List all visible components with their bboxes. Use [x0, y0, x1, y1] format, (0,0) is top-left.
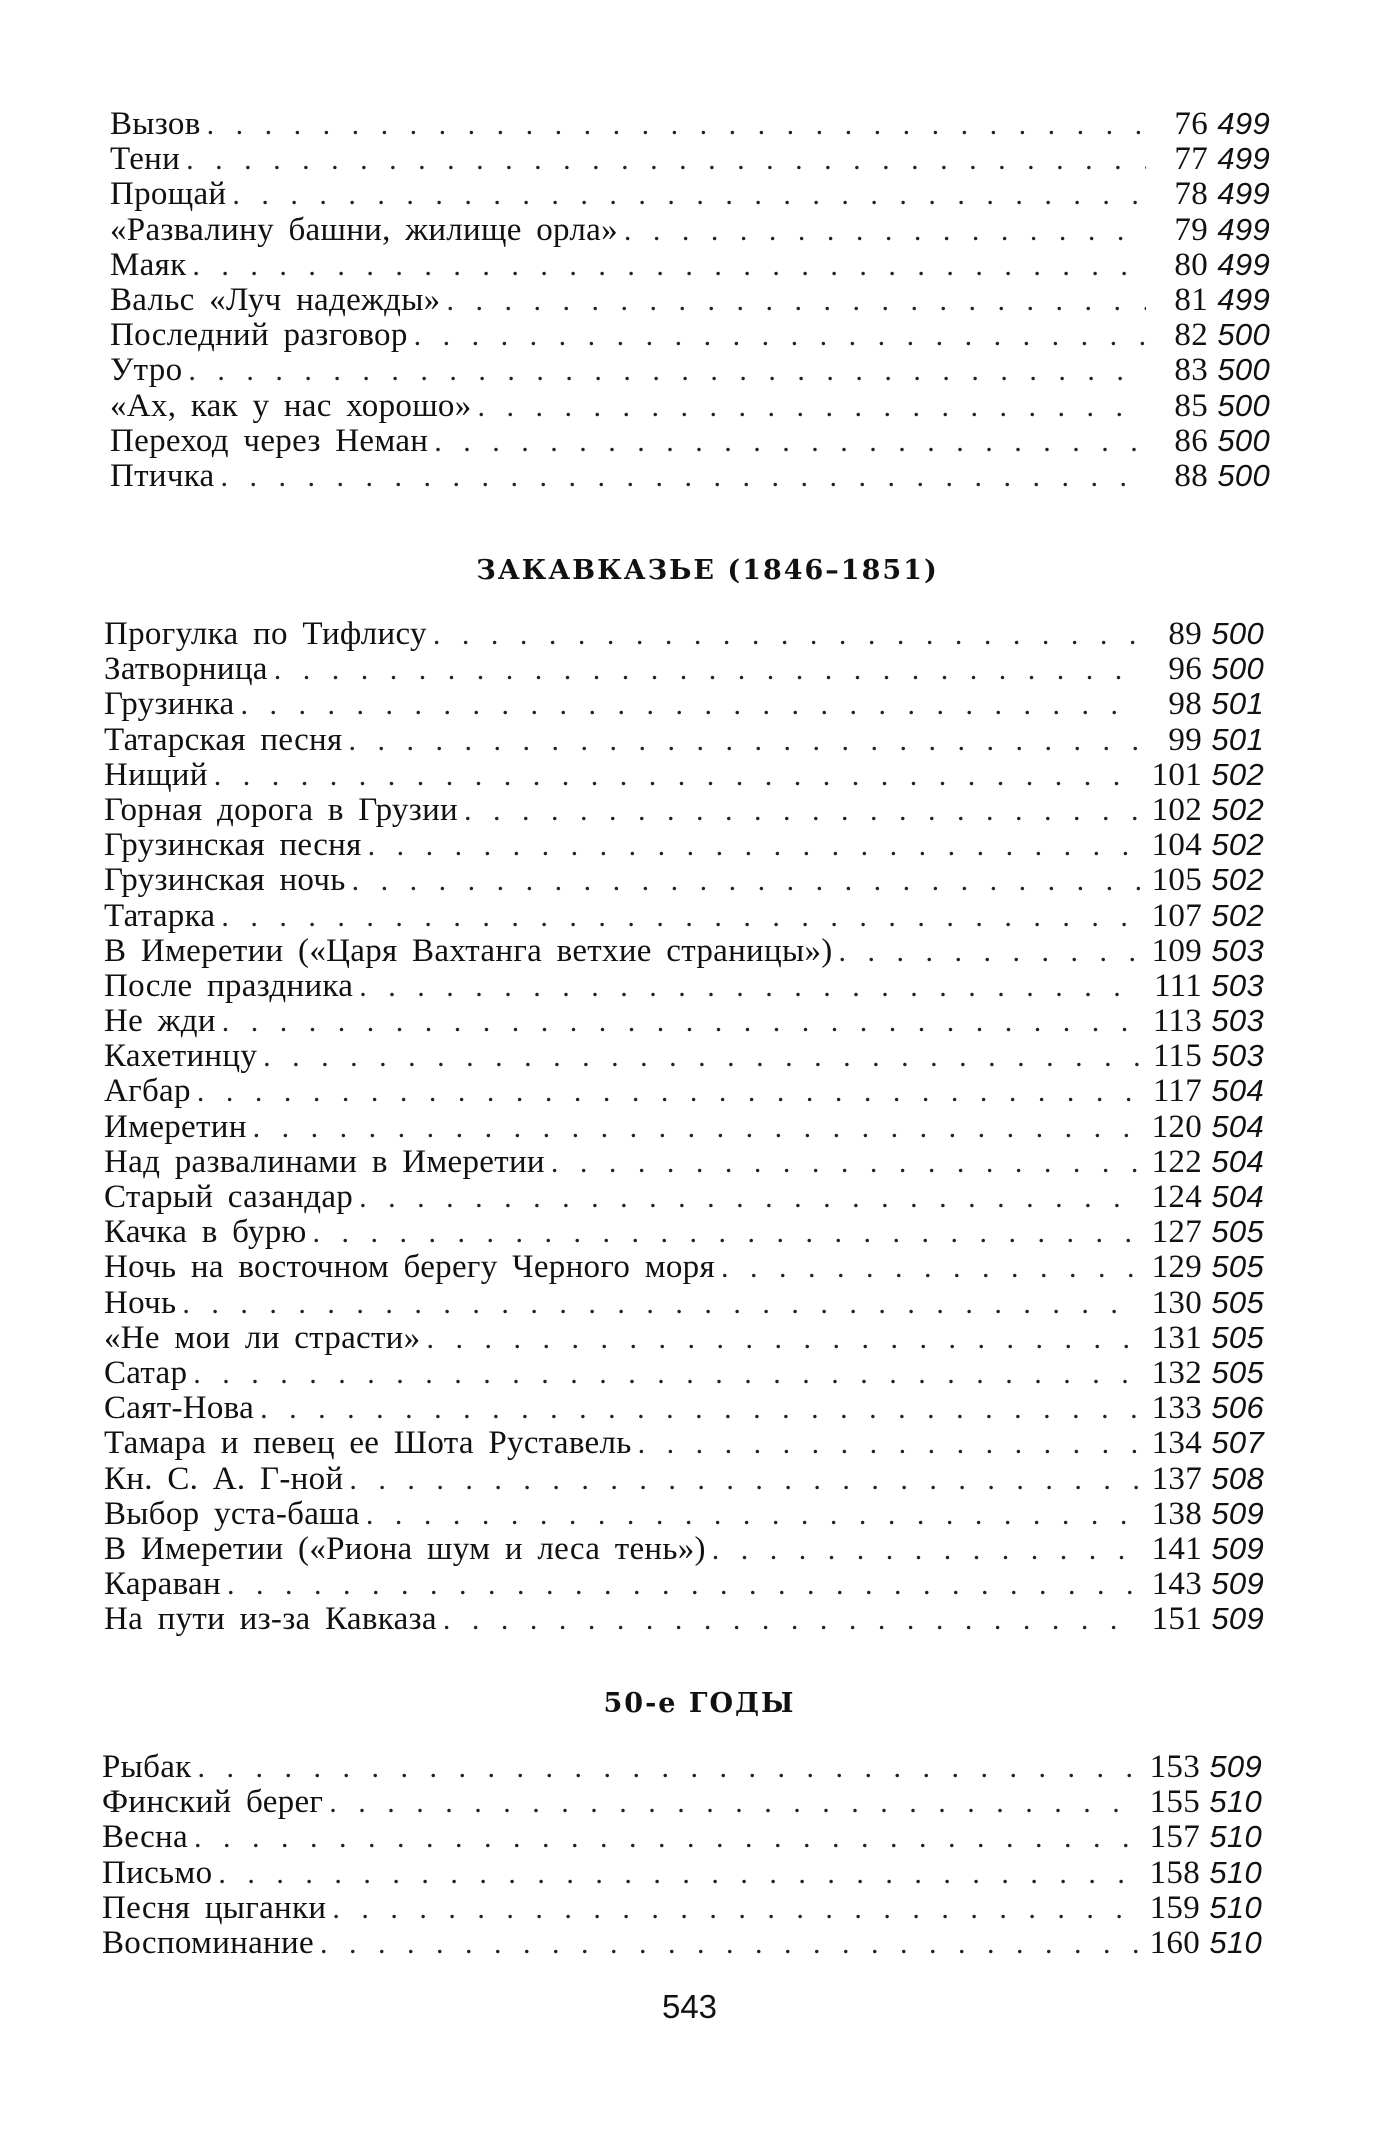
entry-note-page-number: 509 — [1211, 1566, 1264, 1602]
dot-leader — [227, 1567, 1140, 1602]
dot-leader — [313, 1215, 1140, 1250]
toc-entry — [110, 141, 1270, 176]
entry-page-number: 143 — [1151, 1566, 1202, 1603]
entry-note-page-number: 509 — [1211, 1530, 1264, 1566]
entry-page-number: 131 — [1151, 1319, 1202, 1356]
dot-leader — [197, 1074, 1140, 1109]
entry-note-page-number: 502 — [1211, 791, 1264, 827]
entry-note-page-number: 504 — [1211, 1108, 1264, 1144]
toc-entry — [104, 968, 1264, 1003]
toc-entry — [110, 423, 1270, 458]
entry-title: На пути из-за Кавказа — [104, 1601, 437, 1638]
dot-leader — [260, 1391, 1140, 1426]
entry-page-number: 107 — [1151, 897, 1202, 934]
dot-leader — [434, 424, 1146, 459]
entry-title: Ночь — [104, 1284, 177, 1321]
entry-note-page-number: 507 — [1211, 1425, 1264, 1461]
dot-leader — [221, 459, 1147, 494]
entry-page-number: 99 — [1168, 721, 1202, 758]
section-heading-transcaucasia: ЗАКАВКАЗЬЕ (1846–1851) — [476, 555, 939, 586]
entry-page-number: 104 — [1151, 827, 1202, 864]
toc-entry — [104, 933, 1264, 968]
toc-entry — [102, 1784, 1262, 1819]
entry-note-page-number: 505 — [1211, 1214, 1264, 1250]
entry-note-page-number: 509 — [1209, 1749, 1262, 1784]
entry-page-number: 117 — [1152, 1073, 1202, 1110]
dot-leader — [349, 1462, 1140, 1497]
entry-title: Утро — [110, 352, 183, 389]
entry-title: После праздника — [104, 967, 354, 1004]
entry-title: Последний разговор — [110, 317, 408, 354]
entry-page-number: 76 — [1174, 106, 1208, 142]
toc-entry — [104, 1003, 1264, 1038]
toc-entry — [110, 176, 1270, 211]
toc-entry — [102, 1855, 1262, 1890]
toc-entry — [104, 1425, 1264, 1460]
entry-note-page-number: 504 — [1211, 1143, 1264, 1179]
toc-entry — [104, 1144, 1264, 1179]
entry-note-page-number: 501 — [1211, 686, 1264, 722]
entry-note-page-number: 500 — [1211, 616, 1264, 651]
dot-leader — [332, 1891, 1138, 1926]
entry-page-number: 111 — [1154, 967, 1202, 1004]
dot-leader — [433, 617, 1140, 652]
entry-title: Ночь на восточном берегу Черного моря — [104, 1249, 715, 1286]
dot-leader — [359, 969, 1140, 1004]
entry-page-number: 153 — [1149, 1749, 1200, 1785]
entry-note-page-number: 500 — [1217, 422, 1270, 458]
entry-title: Песня цыганки — [102, 1889, 327, 1926]
dot-leader — [241, 687, 1140, 722]
entry-title: Финский берег — [102, 1784, 324, 1821]
entry-page-number: 122 — [1151, 1143, 1202, 1180]
toc-entry — [102, 1925, 1262, 1960]
entry-page-number: 80 — [1174, 246, 1208, 283]
toc-entry — [110, 282, 1270, 317]
entry-title: Горная дорога в Грузии — [104, 791, 458, 828]
entry-title: Вызов — [110, 106, 201, 142]
entry-title: Грузинская песня — [104, 827, 362, 864]
dot-leader — [218, 1856, 1138, 1891]
dot-leader — [721, 1250, 1140, 1285]
toc-entry — [104, 1390, 1264, 1425]
entry-page-number: 160 — [1149, 1924, 1200, 1961]
entry-note-page-number: 506 — [1211, 1390, 1264, 1426]
entry-title: Вальс «Луч надежды» — [110, 281, 441, 318]
entry-page-number: 89 — [1168, 616, 1202, 652]
entry-page-number: 113 — [1152, 1003, 1202, 1040]
entry-note-page-number: 499 — [1217, 176, 1270, 212]
entry-title: Затворница — [104, 651, 268, 688]
entry-page-number: 101 — [1151, 756, 1202, 793]
toc-entry — [104, 827, 1264, 862]
entry-page-number: 151 — [1151, 1601, 1202, 1638]
entry-page-number: 105 — [1151, 862, 1202, 899]
entry-note-page-number: 502 — [1211, 827, 1264, 863]
entry-page-number: 127 — [1151, 1214, 1202, 1251]
entry-page-number: 120 — [1151, 1108, 1202, 1145]
entry-note-page-number: 504 — [1211, 1179, 1264, 1214]
entry-note-page-number: 502 — [1211, 756, 1264, 792]
entry-title: «Развалину башни, жилище орла» — [110, 211, 618, 248]
dot-leader — [188, 353, 1146, 388]
entry-title: Выбор уста-баша — [104, 1495, 360, 1532]
dot-leader — [624, 213, 1146, 248]
toc-entry — [104, 1249, 1264, 1284]
entry-page-number: 134 — [1151, 1425, 1202, 1462]
toc-entry — [104, 722, 1264, 757]
entry-note-page-number: 499 — [1217, 106, 1270, 141]
entry-title: Весна — [102, 1819, 188, 1856]
entry-page-number: 81 — [1174, 281, 1208, 318]
dot-leader — [194, 1820, 1138, 1855]
entry-title: Птичка — [110, 457, 215, 494]
dot-leader — [638, 1426, 1140, 1461]
dot-leader — [464, 793, 1140, 828]
entry-title: В Имеретии («Царя Вахтанга ветхие страницы») — [104, 932, 833, 969]
toc-entry — [110, 458, 1270, 493]
entry-page-number: 86 — [1174, 422, 1208, 459]
dot-leader — [329, 1785, 1138, 1820]
toc-entry — [104, 898, 1264, 933]
toc-entry — [104, 651, 1264, 686]
toc-entry — [104, 1214, 1264, 1249]
entry-title: Караван — [104, 1566, 221, 1603]
dot-leader — [192, 248, 1146, 283]
entry-note-page-number: 501 — [1211, 721, 1264, 757]
toc-entry — [110, 106, 1270, 141]
entry-title: Агбар — [104, 1073, 191, 1110]
dot-leader — [366, 1497, 1140, 1532]
toc-entry — [104, 862, 1264, 897]
entry-note-page-number: 499 — [1217, 141, 1270, 177]
toc-entry — [104, 1355, 1264, 1390]
entry-note-page-number: 500 — [1217, 387, 1270, 423]
entry-page-number: 115 — [1152, 1038, 1202, 1075]
entry-note-page-number: 509 — [1211, 1495, 1264, 1531]
entry-note-page-number: 504 — [1211, 1073, 1264, 1109]
toc-entry — [104, 686, 1264, 721]
dot-leader — [320, 1926, 1138, 1961]
entry-title: Старый сазандар — [104, 1179, 354, 1215]
toc-entry — [104, 757, 1264, 792]
entry-note-page-number: 502 — [1211, 897, 1264, 933]
entry-note-page-number: 509 — [1211, 1601, 1264, 1637]
entry-note-page-number: 503 — [1211, 967, 1264, 1003]
entry-title: Переход через Неман — [110, 422, 429, 459]
entry-title: «Ах, как у нас хорошо» — [110, 387, 472, 424]
dot-leader — [274, 652, 1140, 687]
dot-leader — [214, 758, 1140, 793]
toc-entry — [104, 1038, 1264, 1073]
dot-leader — [478, 389, 1146, 424]
entry-title: Прощай — [110, 176, 227, 213]
entry-title: Над развалинами в Имеретии — [104, 1143, 545, 1180]
entry-page-number: 138 — [1151, 1495, 1202, 1532]
entry-title: Имеретин — [104, 1108, 247, 1145]
entry-title: Качка в бурю — [104, 1214, 307, 1251]
entry-page-number: 79 — [1174, 211, 1208, 248]
entry-note-page-number: 505 — [1211, 1319, 1264, 1355]
section-heading-fifties: 50-е ГОДЫ — [603, 1688, 796, 1719]
entry-note-page-number: 510 — [1209, 1854, 1262, 1890]
entry-note-page-number: 499 — [1217, 211, 1270, 247]
page-number: 543 — [661, 1988, 718, 2025]
toc-section-continued — [110, 106, 1270, 493]
entry-page-number: 98 — [1168, 686, 1202, 723]
entry-title: Кахетинцу — [104, 1038, 258, 1075]
dot-leader — [207, 107, 1146, 142]
entry-page-number: 129 — [1151, 1249, 1202, 1286]
entry-page-number: 88 — [1174, 457, 1208, 494]
entry-page-number: 158 — [1149, 1854, 1200, 1891]
entry-note-page-number: 500 — [1217, 457, 1270, 493]
toc-entry — [104, 1179, 1264, 1214]
dot-leader — [221, 899, 1140, 934]
entry-note-page-number: 508 — [1211, 1460, 1264, 1496]
dot-leader — [368, 828, 1140, 863]
dot-leader — [263, 1039, 1140, 1074]
dot-leader — [426, 1321, 1140, 1356]
entry-title: Саят-Нова — [104, 1390, 255, 1427]
dot-leader — [348, 723, 1140, 758]
entry-page-number: 96 — [1168, 651, 1202, 688]
entry-title: «Не мои ли страсти» — [104, 1319, 421, 1356]
toc-entry — [110, 388, 1270, 423]
toc-entry — [104, 616, 1264, 651]
dot-leader — [193, 1356, 1140, 1391]
toc-entry — [104, 1073, 1264, 1108]
entry-title: Не жди — [104, 1003, 216, 1040]
entry-title: Нищий — [104, 756, 208, 793]
entry-page-number: 157 — [1149, 1819, 1200, 1856]
dot-leader — [352, 863, 1140, 898]
entry-title: Сатар — [104, 1354, 188, 1391]
toc-entry — [104, 1320, 1264, 1355]
entry-note-page-number: 510 — [1209, 1924, 1262, 1960]
toc-entry — [104, 792, 1264, 827]
entry-note-page-number: 499 — [1217, 246, 1270, 282]
entry-page-number: 155 — [1149, 1784, 1200, 1821]
entry-page-number: 85 — [1174, 387, 1208, 424]
entry-page-number: 124 — [1151, 1179, 1202, 1215]
entry-title: Воспоминание — [102, 1924, 314, 1961]
entry-note-page-number: 510 — [1209, 1784, 1262, 1820]
entry-page-number: 78 — [1174, 176, 1208, 213]
dot-leader — [839, 934, 1140, 969]
toc-entry — [102, 1890, 1262, 1925]
entry-note-page-number: 510 — [1209, 1819, 1262, 1855]
entry-note-page-number: 499 — [1217, 281, 1270, 317]
entry-page-number: 77 — [1174, 141, 1208, 178]
toc-entry — [110, 317, 1270, 352]
toc-entry — [110, 352, 1270, 387]
entry-title: В Имеретии («Риона шум и леса тень») — [104, 1530, 706, 1567]
entry-title: Тени — [110, 141, 181, 178]
toc-entry — [102, 1819, 1262, 1854]
entry-page-number: 141 — [1151, 1530, 1202, 1567]
entry-note-page-number: 503 — [1211, 1003, 1264, 1039]
entry-note-page-number: 505 — [1211, 1354, 1264, 1390]
toc-entry — [102, 1749, 1262, 1784]
entry-title: Татарка — [104, 897, 216, 934]
dot-leader — [198, 1750, 1139, 1785]
entry-note-page-number: 500 — [1211, 651, 1264, 687]
entry-title: Письмо — [102, 1854, 213, 1891]
toc-entry — [104, 1566, 1264, 1601]
entry-page-number: 159 — [1149, 1889, 1200, 1926]
entry-page-number: 109 — [1151, 932, 1202, 969]
entry-note-page-number: 505 — [1211, 1284, 1264, 1320]
entry-page-number: 130 — [1151, 1284, 1202, 1321]
dot-leader — [414, 318, 1146, 353]
entry-title: Тамара и певец ее Шота Руставель — [104, 1425, 632, 1462]
dot-leader — [182, 1286, 1140, 1321]
toc-section-transcaucasia — [104, 616, 1264, 1636]
entry-note-page-number: 503 — [1211, 932, 1264, 968]
entry-title: Грузинская ночь — [104, 862, 346, 899]
entry-title: Кн. С. А. Г-ной — [104, 1460, 344, 1497]
entry-note-page-number: 503 — [1211, 1038, 1264, 1074]
entry-note-page-number: 502 — [1211, 862, 1264, 898]
entry-note-page-number: 500 — [1217, 317, 1270, 353]
entry-note-page-number: 510 — [1209, 1889, 1262, 1925]
entry-page-number: 137 — [1151, 1460, 1202, 1497]
dot-leader — [222, 1004, 1140, 1039]
toc-entry — [110, 247, 1270, 282]
entry-page-number: 102 — [1151, 791, 1202, 828]
entry-page-number: 133 — [1151, 1390, 1202, 1427]
entry-page-number: 132 — [1151, 1354, 1202, 1391]
dot-leader — [443, 1602, 1140, 1637]
dot-leader — [446, 283, 1146, 318]
entry-title: Татарская песня — [104, 721, 343, 758]
dot-leader — [712, 1532, 1140, 1567]
toc-entry — [104, 1496, 1264, 1531]
entry-title: Маяк — [110, 246, 187, 283]
toc-entry — [104, 1461, 1264, 1496]
toc-entry — [104, 1285, 1264, 1320]
toc-entry — [104, 1531, 1264, 1566]
dot-leader — [232, 177, 1146, 212]
toc-section-fifties — [102, 1749, 1262, 1960]
toc-entry — [104, 1601, 1264, 1636]
toc-entry — [104, 1109, 1264, 1144]
entry-note-page-number: 500 — [1217, 352, 1270, 388]
dot-leader — [186, 142, 1146, 177]
dot-leader — [253, 1110, 1140, 1145]
entry-title: Прогулка по Тифлису — [104, 616, 427, 652]
entry-page-number: 83 — [1174, 352, 1208, 389]
dot-leader — [551, 1145, 1140, 1180]
entry-title: Грузинка — [104, 686, 235, 723]
dot-leader — [359, 1180, 1140, 1215]
toc-entry — [110, 212, 1270, 247]
entry-title: Рыбак — [102, 1749, 192, 1785]
entry-note-page-number: 505 — [1211, 1249, 1264, 1285]
entry-page-number: 82 — [1174, 317, 1208, 354]
